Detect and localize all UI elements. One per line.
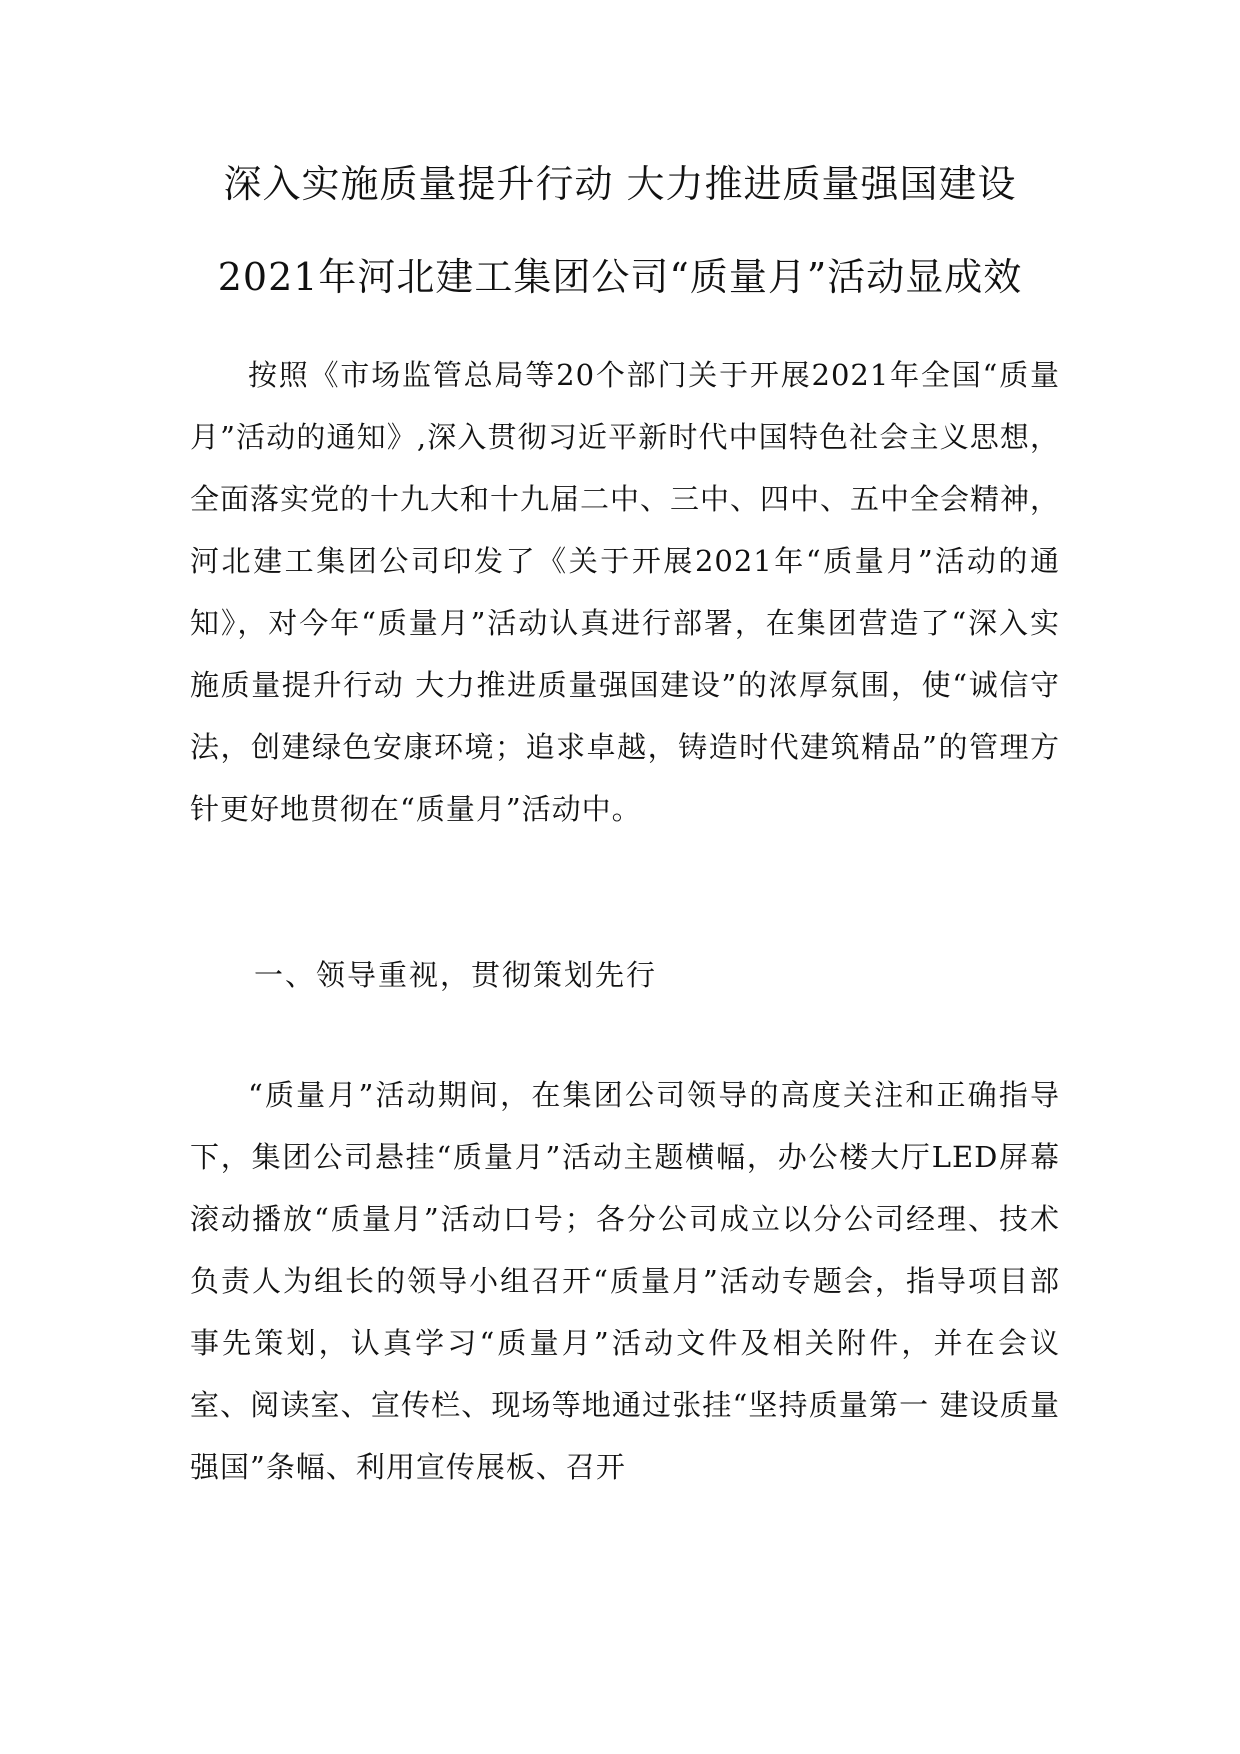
paragraph-1: 按照《市场监管总局等20个部门关于开展2021年全国“质量月”活动的通知》,深入贯彻习近平新时代中国特色社会主义思想，全面落实党的十九大和十九届二中、三中、四中、五中全会精神，河北建工集团公司印发了《关于开展2021年“质量月”活动的通知》，对今年“质量月”活动认真进行部署，在集团营造了“深入实施质量提升行动 大力推进质量强国建设”的浓厚氛围，使“诚信守法，创建绿色安康环境；追求卓越，铸造时代建筑精品”的管理方针更好地贯彻在“质量月”活动中。: [190, 358, 1061, 826]
document-title-line-2: 2021年河北建工集团公司“质量月”活动显成效: [217, 255, 1023, 299]
document-title-line-1: 深入实施质量提升行动 大力推进质量强国建设: [223, 162, 1017, 206]
paragraph-2-container: [190, 1064, 1060, 1498]
paragraph-1-container: [190, 344, 1060, 840]
paragraph-2: “质量月”活动期间，在集团公司领导的高度关注和正确指导下，集团公司悬挂“质量月”活动主题横幅，办公楼大厅LED屏幕滚动播放“质量月”活动口号；各分公司成立以分公司经理、技术负责人为组长的领导小组召开“质量月”活动专题会，指导项目部事先策划，认真学习“质量月”活动文件及相关附件，并在会议室、阅读室、宣传栏、现场等地通过张挂“坚持质量第一 建设质量强国”条幅、利用宣传展板、召开: [190, 1078, 1060, 1484]
section-1-heading: 一、领导重视，贯彻策划先行: [254, 958, 658, 992]
